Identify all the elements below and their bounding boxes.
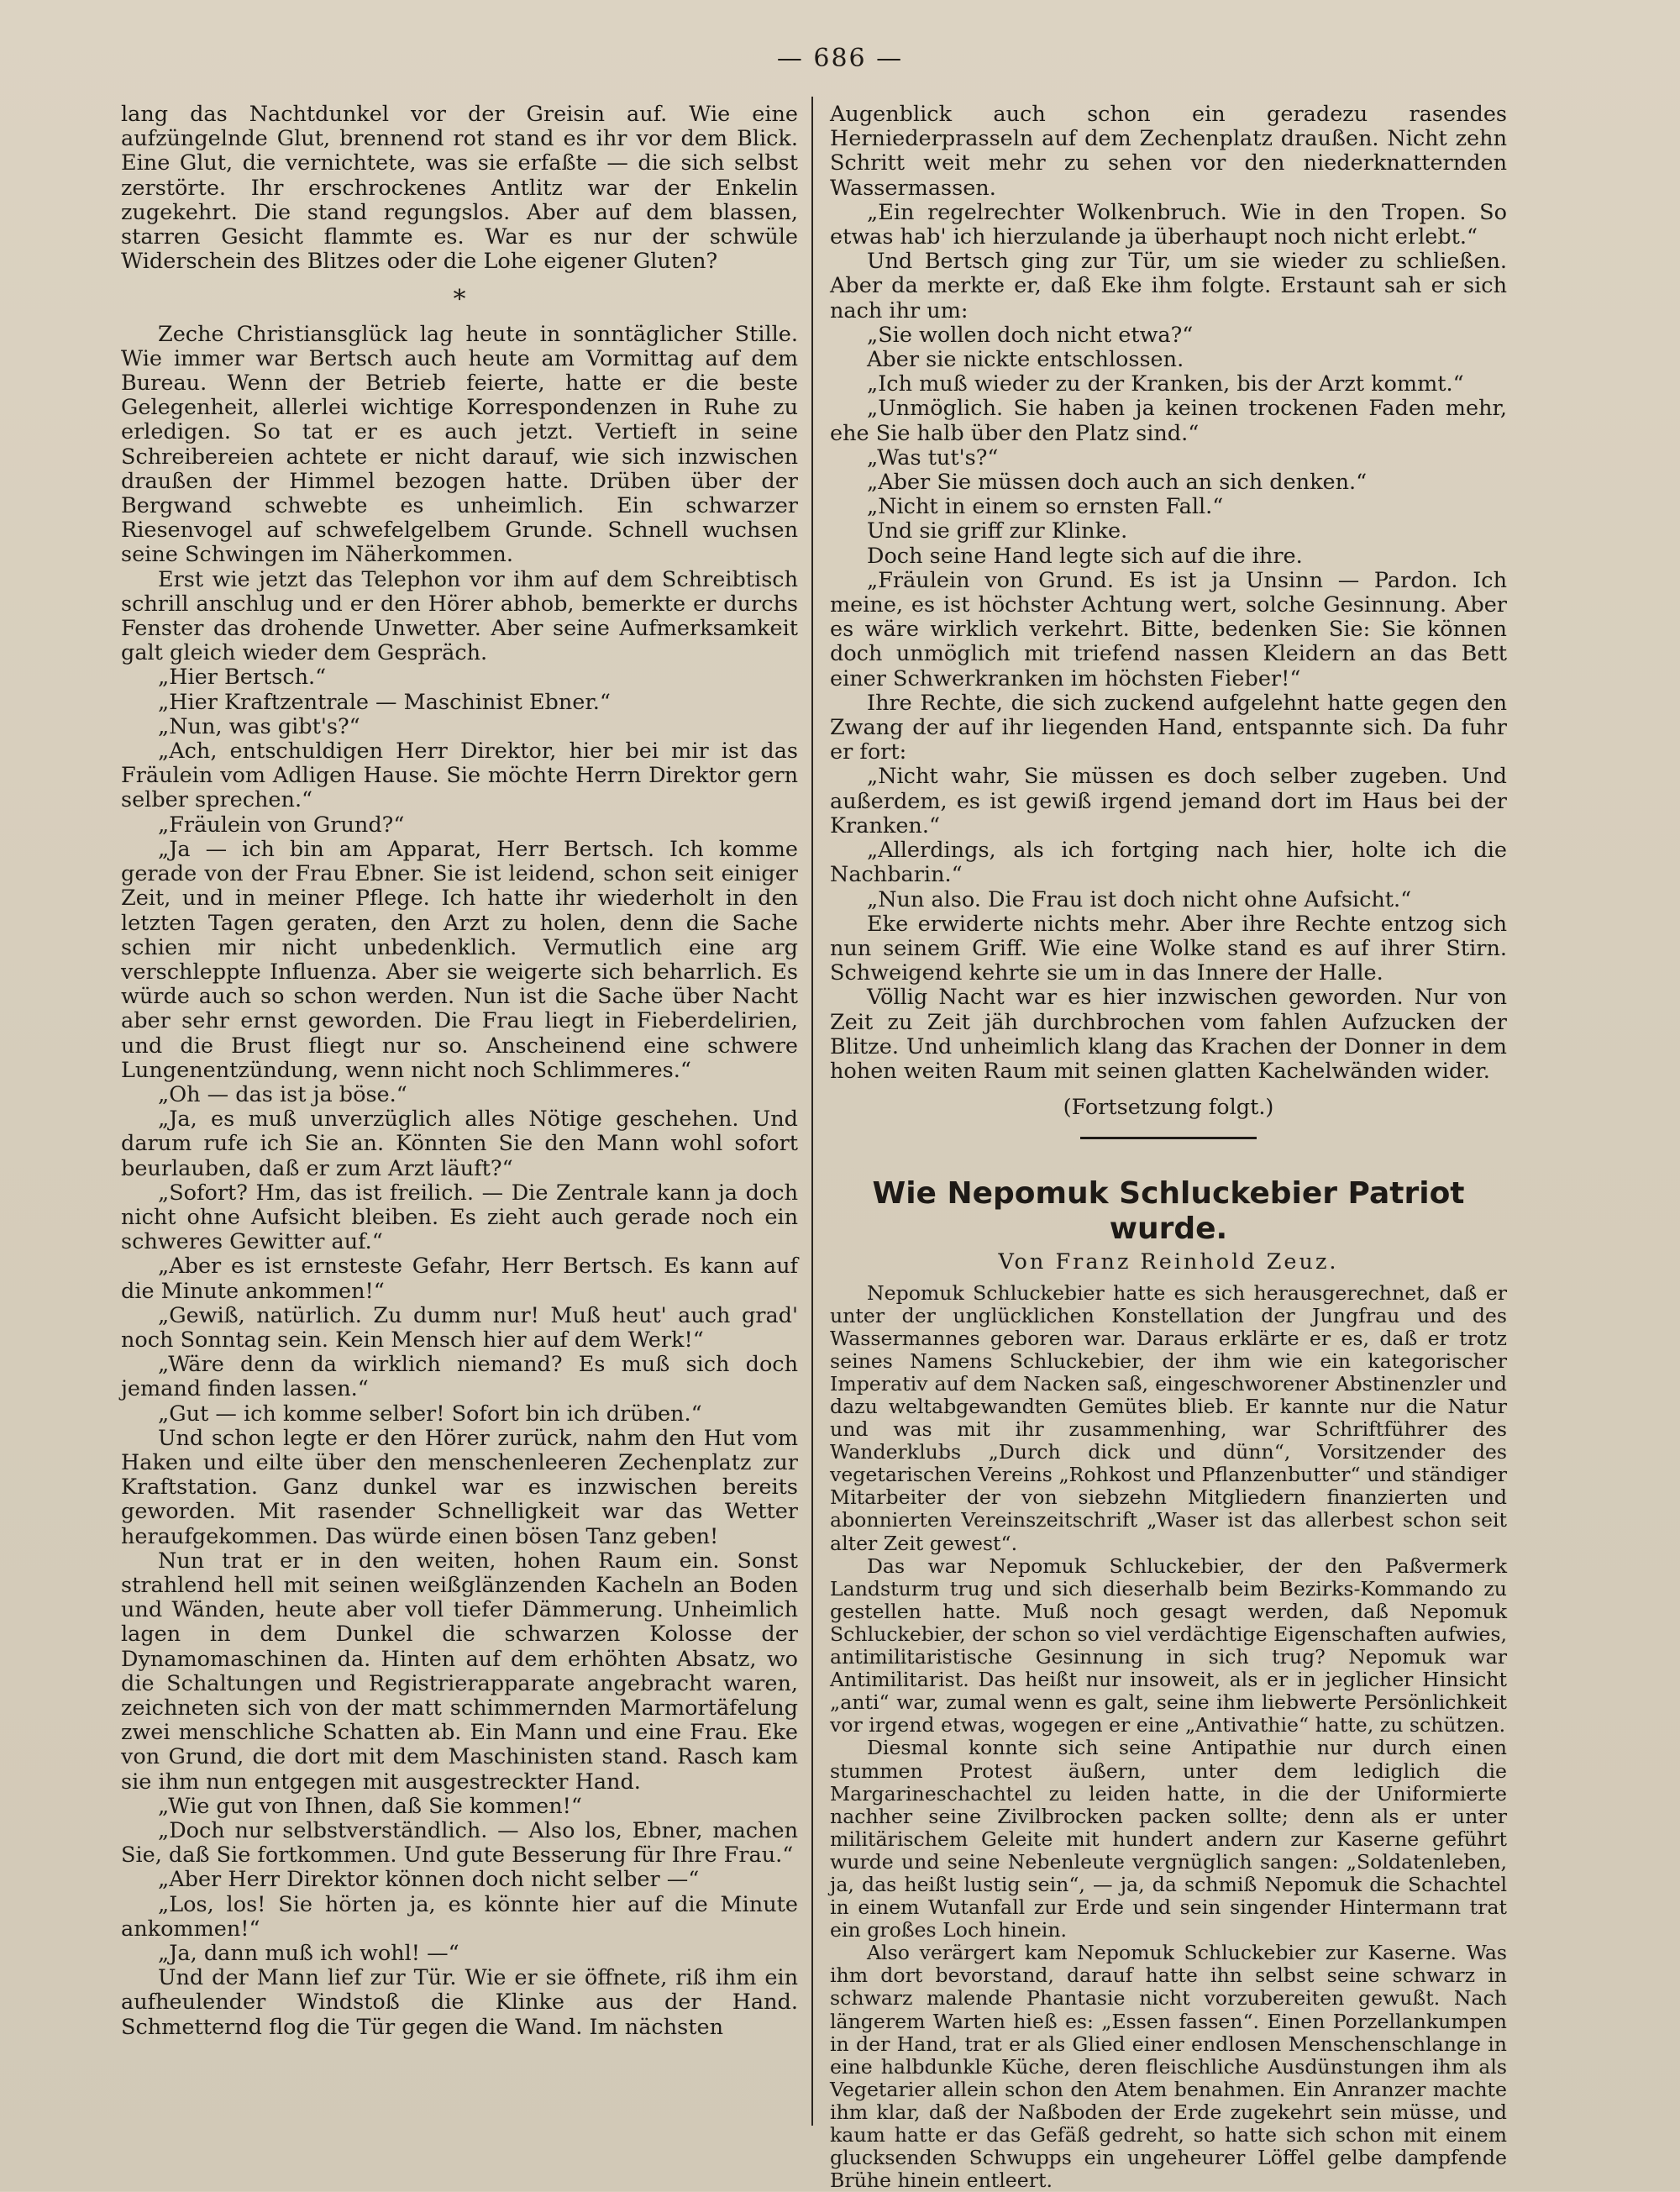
left-column bbox=[121, 103, 798, 2040]
paragraph: „Ach, entschuldigen Herr Direktor, hier bei mir ist das Fräulein vom Adligen Hause. Sie möchte Herrn Direktor gern selber sprechen.“ bbox=[121, 739, 798, 813]
paragraph: „Ja, es muß unverzüglich alles Nötige geschehen. Und darum rufe ich Sie an. Könnten Sie den Mann wohl sofort beurlauben, daß er zum Arzt läuft?“ bbox=[121, 1107, 798, 1181]
paragraph: lang das Nachtdunkel vor der Greisin auf. Wie eine aufzüngelnde Glut, brennend rot stand es ihr vor dem Blick. Eine Glut, die vernichtete, was sie erfaßte — die sich selbst zerstörte. Ihr erschrockenes Antlitz war der Enkelin zugekehrt. Die stand regungslos. Aber auf dem blassen, starren Gesicht flammte es. War es nur der schwüle Widerschein des Blitzes oder die Lohe eigener Gluten? bbox=[121, 102, 798, 275]
paragraph: „Nicht in einem so ernsten Fall.“ bbox=[867, 494, 1224, 520]
paragraph: Erst wie jetzt das Telephon vor ihm auf dem Schreibtisch schrill anschlug und er den Hörer abhob, bemerkte er durchs Fenster das drohende Unwetter. Aber seine Aufmerksamkeit galt gleich wieder dem Gespräch. bbox=[121, 566, 798, 666]
paragraph: „Fräulein von Grund?“ bbox=[158, 812, 405, 838]
story-author: Von Franz Reinhold Zeuz. bbox=[998, 1249, 1339, 1275]
paragraph: Aber sie nickte entschlossen. bbox=[867, 347, 1184, 373]
page-number: — 686 — bbox=[776, 44, 904, 73]
paragraph: Doch seine Hand legte sich auf die ihre. bbox=[867, 543, 1303, 569]
story-title: Wie Nepomuk Schluckebier Patriot wurde. bbox=[872, 1176, 1465, 1247]
paragraph: „Los, los! Sie hörten ja, es könnte hier auf die Minute ankommen!“ bbox=[121, 1891, 798, 1942]
continuation-note: (Fortsetzung folgt.) bbox=[1063, 1095, 1274, 1121]
paragraph: „Aber es ist ernsteste Gefahr, Herr Bertsch. Es kann auf die Minute ankommen!“ bbox=[121, 1254, 798, 1304]
paragraph: „Doch nur selbstverständlich. — Also los, Ebner, machen Sie, daß Sie fortkommen. Und gute Besserung für Ihre Frau.“ bbox=[121, 1818, 798, 1869]
paragraph: „Gewiß, natürlich. Zu dumm nur! Muß heut' auch grad' noch Sonntag sein. Kein Mensch hier auf dem Werk!“ bbox=[121, 1302, 798, 1353]
paragraph: „Ja, dann muß ich wohl! —“ bbox=[158, 1941, 459, 1967]
serial-continuation-text bbox=[830, 103, 1507, 1084]
paragraph: „Wäre denn da wirklich niemand? Es muß sich doch jemand finden lassen.“ bbox=[121, 1352, 798, 1402]
paragraph: „Sofort? Hm, das ist freilich. — Die Zentrale kann ja doch nicht ohne Aufsicht bleiben. Es zieht auch gerade noch ein schweres Gewitter auf.“ bbox=[121, 1180, 798, 1255]
paragraph: „Oh — das ist ja böse.“ bbox=[158, 1081, 407, 1107]
column-divider bbox=[811, 97, 813, 2126]
paragraph: „Was tut's?“ bbox=[867, 444, 999, 470]
paragraph: Zeche Christiansglück lag heute in sonntäglicher Stille. Wie immer war Bertsch auch heute am Vormittag auf dem Bureau. Wenn der Betrieb feierte, hatte er die beste Gelegenheit, allerlei wichtige Korrespondenzen in Ruhe zu erledigen. So tat er es auch jetzt. Vertieft in seine Schreibereien achtete er nicht darauf, wie sich inzwischen draußen der Himmel bezogen hatte. Drüben über der Bergwand schwebte es unheimlich. Ein schwarzer Riesenvogel auf schwefelgelbem Grunde. Schnell wuchsen seine Schwingen im Näherkommen. bbox=[121, 321, 798, 568]
paragraph: „Hier Kraftzentrale — Maschinist Ebner.“ bbox=[158, 689, 611, 715]
paragraph: „Sie wollen doch nicht etwa?“ bbox=[867, 322, 1194, 348]
section-separator bbox=[1080, 1137, 1257, 1139]
paragraph: „Allerdings, als ich fortging nach hier, holte ich die Nachbarin.“ bbox=[830, 838, 1507, 888]
paragraph: Eke erwiderte nichts mehr. Aber ihre Rechte entzog sich nun seinem Griff. Wie eine Wolke stand es auf ihrer Stirn. Schweigend kehrte sie um in das Innere der Halle. bbox=[830, 911, 1507, 986]
paragraph: Ihre Rechte, die sich zuckend aufgelehnt hatte gegen den Zwang der auf ihr liegenden Hand, entspannte sich. Da fuhr er fort: bbox=[830, 690, 1507, 765]
right-column bbox=[830, 103, 1507, 2192]
paragraph: Nun trat er in den weiten, hohen Raum ein. Sonst strahlend hell mit seinen weißglänzenden Kacheln an Boden und Wänden, heute aber voll tiefer Dämmerung. Unheimlich lagen in dem Dunkel die schwarzen Kolosse der Dynamomaschinen da. Hinten auf dem erhöhten Absatz, wo die Schaltungen und Registrierapparate angebracht waren, zeichneten sich von der matt schimmernden Marmortäfelung zwei menschliche Schatten ab. Ein Mann und eine Frau. Eke von Grund, die dort mit dem Maschinisten stand. Rasch kam sie ihm nun entgegen mit ausgestreckter Hand. bbox=[121, 1548, 798, 1795]
paragraph: „Nun also. Die Frau ist doch nicht ohne Aufsicht.“ bbox=[867, 886, 1412, 912]
paragraph: „Gut — ich komme selber! Sofort bin ich drüben.“ bbox=[158, 1401, 702, 1427]
story-paragraph: Diesmal konnte sich seine Antipathie nur durch einen stummen Protest äußern, unter dem lediglich die Margarineschachtel zu leiden hatte, in die der Uniformierte nachher seine Zivilbrocken packen sollte; denn als er unter militärischem Geleite mit hundert andern zur Kaserne geführt wurde und seine Nebenleute vergnüglich sangen: „Soldatenleben, ja, das heißt lustig sein“, — ja, da schmiß Nepomuk die Schachtel in einem Wutanfall zur Erde und sein singender Hintermann trat ein großes Loch hinein. bbox=[830, 1736, 1507, 1942]
story-body bbox=[830, 1282, 1507, 2192]
paragraph: „Nicht wahr, Sie müssen es doch selber zugeben. Und außerdem, es ist gewiß irgend jemand dort im Haus bei der Kranken.“ bbox=[830, 764, 1507, 838]
paragraph: „Aber Herr Direktor können doch nicht selber —“ bbox=[158, 1867, 700, 1893]
story-paragraph: Also verärgert kam Nepomuk Schluckebier zur Kaserne. Was ihm dort bevorstand, darauf hatte ihn selbst seine schwarz in schwarz malende Phantasie nicht vorzubereiten gewußt. Nach längerem Warten hieß es: „Essen fassen“. Einen Porzellankumpen in der Hand, trat er als Glied einer endlosen Menschenschlange in eine halbdunkle Küche, deren fleischliche Ausdünstungen ihm als Vegetarier allein schon den Atem benahmen. Ein Anranzer machte ihm klar, daß der Naßboden der Erde zugekehrt sein müsse, und kaum hatte er das Gefäß gedreht, so hatte sich schon mit einem glucksenden Schwupps ein ungeheurer Löffel gelbe dampfende Brühe hinein entleert. bbox=[830, 1941, 1507, 2192]
paragraph: „Fräulein von Grund. Es ist ja Unsinn — Pardon. Ich meine, es ist höchster Achtung wert, solche Gesinnung. Aber es wäre wirklich verkehrt. Bitte, bedenken Sie: Sie können doch unmöglich mit triefend nassen Kleidern an das Bett einer Schwerkranken im höchsten Fieber!“ bbox=[830, 567, 1507, 691]
paragraph: „Ich muß wieder zu der Kranken, bis der Arzt kommt.“ bbox=[867, 371, 1464, 397]
paragraph: „Wie gut von Ihnen, daß Sie kommen!“ bbox=[158, 1793, 582, 1819]
section-break-asterisk: * bbox=[453, 285, 466, 315]
paragraph: Und sie griff zur Klinke. bbox=[867, 518, 1128, 544]
story-paragraph: Nepomuk Schluckebier hatte es sich herausgerechnet, daß er unter der unglücklichen Konstellation der Jungfrau und des Wassermannes geboren war. Daraus erklärte er es, daß er trotz seines Namens Schluckebier, der ihm wie ein kategorischer Imperativ auf dem Nacken saß, eingeschworener Abstinenzler und dazu weltabgewandten Gemütes blieb. Er kannte nur die Natur und was mit ihr zusammenhing, war Schriftführer des Wanderklubs „Durch dick und dünn“, Vorsitzender des vegetarischen Vereins „Rohkost und Pflanzenbutter“ und ständiger Mitarbeiter der von siebzehn Mitgliedern finanzierten und abonnierten Vereinszeitschrift „Waser ist das allerbest schon seit alter Zeit gewest“. bbox=[830, 1280, 1507, 1555]
paragraph: „Ja — ich bin am Apparat, Herr Bertsch. Ich komme gerade von der Frau Ebner. Sie ist leidend, schon seit einiger Zeit, und in meiner Pflege. Ich hatte ihr wiederholt in den letzten Tagen geraten, den Arzt zu holen, denn die Sache schien mir nicht unbedenklich. Vermutlich eine arg verschleppte Influenza. Aber sie weigerte sich beharrlich. Es würde auch so schon werden. Nun ist die Sache über Nacht aber sehr ernst geworden. Die Frau liegt in Fieberdelirien, und die Brust fliegt nur so. Anscheinend eine schwere Lungenentzündung, wenn nicht noch Schlimmeres.“ bbox=[121, 836, 798, 1083]
paragraph: Augenblick auch schon ein geradezu rasendes Herniederprasseln auf dem Zechenplatz draußen. Nicht zehn Schritt weit mehr zu sehen vor den niederknatternden Wassermassen. bbox=[830, 102, 1507, 201]
paragraph: „Unmöglich. Sie haben ja keinen trockenen Faden mehr, ehe Sie halb über den Platz sind.“ bbox=[830, 396, 1507, 446]
paragraph: Völlig Nacht war es hier inzwischen geworden. Nur von Zeit zu Zeit jäh durchbrochen vom fahlen Aufzucken der Blitze. Und unheimlich klang das Krachen der Donner in dem hohen weiten Raum mit seinen glatten Kachelwänden wider. bbox=[830, 985, 1507, 1084]
story-paragraph: Das war Nepomuk Schluckebier, der den Paßvermerk Landsturm trug und sich dieserhalb beim Bezirks-Kommando zu gestellen hatte. Muß noch gesagt werden, daß Nepomuk Schluckebier, der schon so viel verdächtige Eigenschaften aufwies, antimilitaristische Gesinnung in sich trug? Nepomuk war Antimilitarist. Das heißt nur insoweit, als er in jeglicher Hinsicht „anti“ war, zumal wenn es galt, seine ihm liebwerte Persönlichkeit vor irgend etwas, wogegen er eine „Antivathie“ hatte, zu schützen. bbox=[830, 1553, 1507, 1737]
paragraph: Und Bertsch ging zur Tür, um sie wieder zu schließen. Aber da merkte er, daß Eke ihm folgte. Erstaunt sah er sich nach ihr um: bbox=[830, 249, 1507, 323]
paragraph: „Ein regelrechter Wolkenbruch. Wie in den Tropen. So etwas hab' ich hierzulande ja überhaupt noch nicht erlebt.“ bbox=[830, 199, 1507, 250]
paragraph: „Nun, was gibt's?“ bbox=[158, 713, 360, 739]
paragraph: Und schon legte er den Hörer zurück, nahm den Hut vom Haken und eilte über den menschenleeren Zechenplatz zur Kraftstation. Ganz dunkel war es inzwischen bereits geworden. Mit rasender Schnelligkeit war das Wetter heraufgekommen. Das würde einen bösen Tanz geben! bbox=[121, 1425, 798, 1549]
paragraph: Und der Mann lief zur Tür. Wie er sie öffnete, riß ihm ein aufheulender Windstoß die Klinke aus der Hand. Schmetternd flog die Tür gegen die Wand. Im nächsten bbox=[121, 1965, 798, 2040]
paragraph: „Hier Bertsch.“ bbox=[158, 665, 327, 691]
paragraph: „Aber Sie müssen doch auch an sich denken.“ bbox=[867, 470, 1368, 496]
